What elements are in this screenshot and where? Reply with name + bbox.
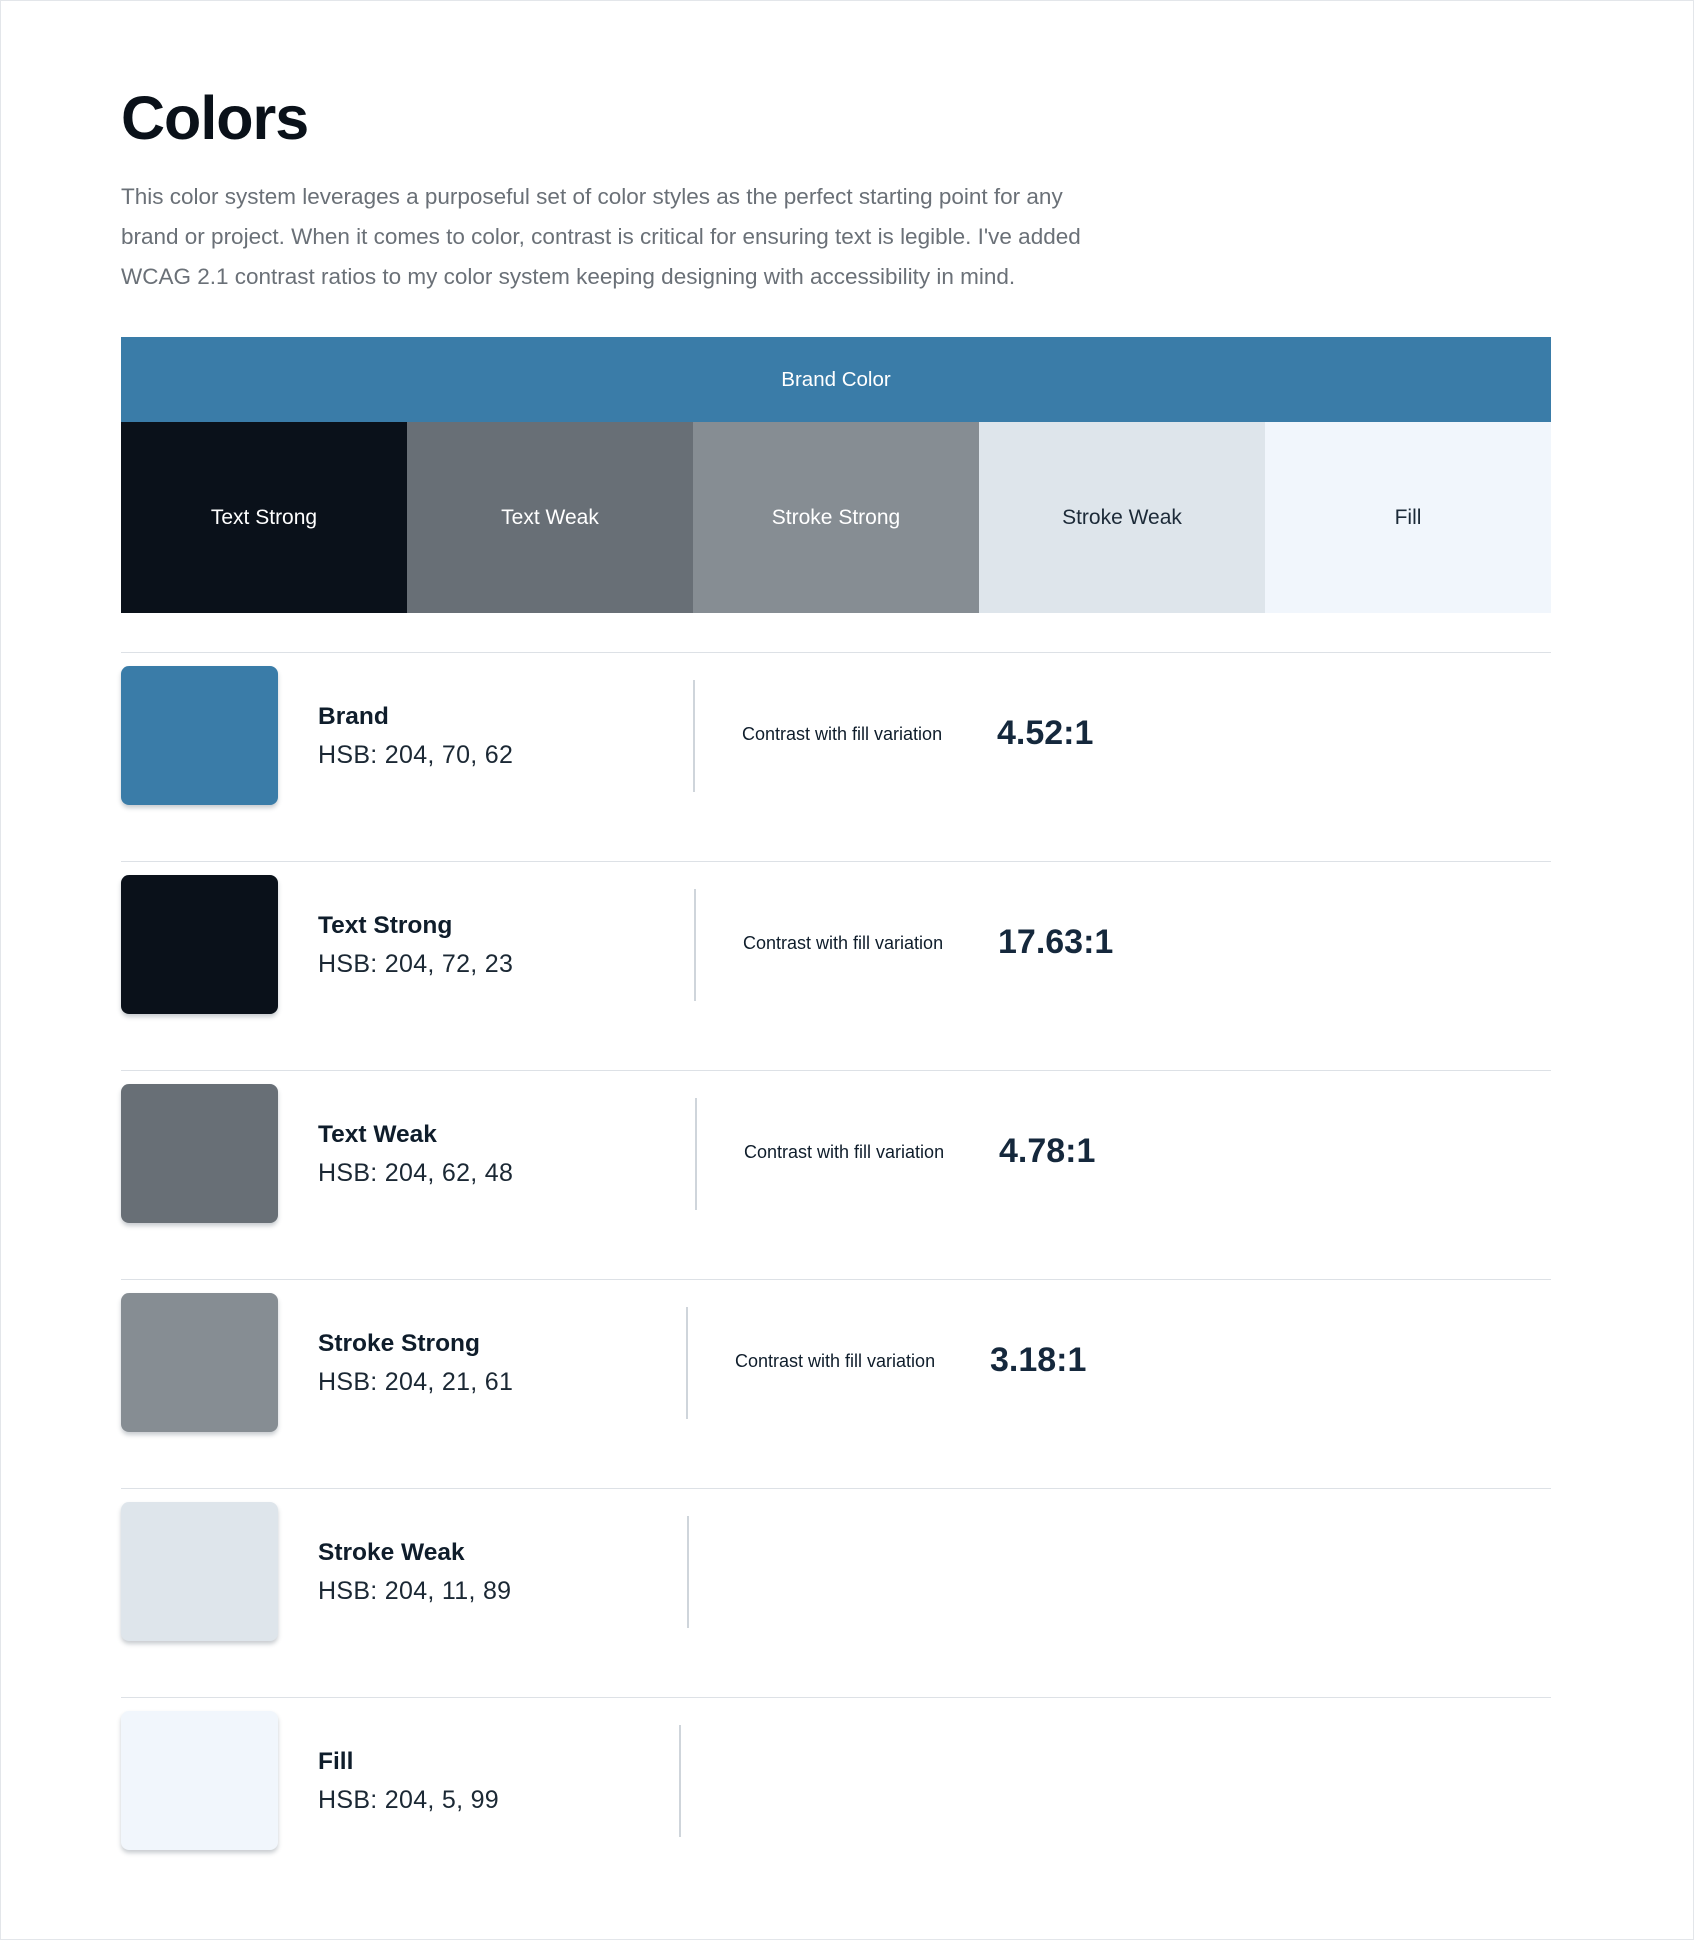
brand-color-label: Brand Color	[781, 367, 891, 391]
palette-swatch-row	[121, 422, 1551, 613]
palette-swatch-stroke-strong	[693, 422, 979, 613]
palette-swatch-stroke-weak	[979, 422, 1265, 613]
color-chip	[121, 1502, 278, 1641]
brand-color-band	[121, 337, 1551, 422]
color-chip	[121, 1711, 278, 1850]
row-divider	[693, 680, 695, 792]
color-row-stroke-weak	[121, 1488, 1551, 1697]
color-detail-list	[121, 652, 1551, 1906]
color-row-stroke-strong	[121, 1279, 1551, 1488]
palette-swatch-text-strong	[121, 422, 407, 613]
intro-line: This color system leverages a purposeful set of color styles as the perfect starting point for any	[121, 184, 1063, 209]
contrast-label: Contrast with fill variation	[742, 724, 943, 744]
color-chip	[121, 1084, 278, 1223]
row-divider	[679, 1725, 681, 1837]
color-name: Brand	[318, 703, 389, 730]
color-chip	[121, 1293, 278, 1432]
contrast-ratio: 4.52:1	[997, 714, 1094, 752]
color-hsb-value: HSB: 204, 70, 62	[318, 741, 514, 769]
color-name: Text Weak	[318, 1121, 437, 1148]
color-hsb-value: HSB: 204, 62, 48	[318, 1159, 514, 1187]
palette-swatch-label: Text Strong	[210, 505, 318, 529]
color-chip	[121, 666, 278, 805]
color-row-text-strong	[121, 861, 1551, 1070]
color-hsb-value: HSB: 204, 21, 61	[318, 1368, 514, 1396]
palette-swatch-fill	[1265, 422, 1551, 613]
color-hsb-value: HSB: 204, 11, 89	[318, 1577, 512, 1605]
color-row-text-weak	[121, 1070, 1551, 1279]
color-row-fill	[121, 1697, 1551, 1906]
palette-swatch-text-weak	[407, 422, 693, 613]
color-name: Fill	[318, 1748, 354, 1775]
intro-line: brand or project. When it comes to color, contrast is critical for ensuring text is legible. I've added	[121, 224, 1081, 249]
intro-text	[121, 177, 1221, 297]
palette-swatch-label: Text Weak	[501, 505, 599, 529]
contrast-ratio: 17.63:1	[998, 923, 1114, 961]
color-name: Text Strong	[318, 912, 453, 939]
row-divider	[687, 1516, 689, 1628]
row-divider	[694, 889, 696, 1001]
contrast-label: Contrast with fill variation	[743, 933, 944, 953]
color-chip	[121, 875, 278, 1014]
contrast-label: Contrast with fill variation	[744, 1142, 945, 1162]
contrast-ratio: 4.78:1	[999, 1132, 1096, 1170]
contrast-ratio: 3.18:1	[990, 1341, 1087, 1379]
palette-swatch-label: Fill	[1394, 505, 1422, 529]
color-name: Stroke Weak	[318, 1539, 465, 1566]
page-title: Colors	[121, 84, 309, 152]
palette-swatch-label: Stroke Weak	[1062, 505, 1182, 529]
intro-line: WCAG 2.1 contrast ratios to my color system keeping designing with accessibility in mind.	[121, 264, 1016, 289]
color-hsb-value: HSB: 204, 5, 99	[318, 1786, 500, 1814]
row-divider	[686, 1307, 688, 1419]
palette-overview	[121, 337, 1551, 613]
row-divider	[695, 1098, 697, 1210]
palette-swatch-label: Stroke Strong	[771, 505, 901, 529]
color-hsb-value: HSB: 204, 72, 23	[318, 950, 514, 978]
contrast-label: Contrast with fill variation	[735, 1351, 936, 1371]
color-row-brand	[121, 652, 1551, 861]
color-name: Stroke Strong	[318, 1330, 480, 1357]
